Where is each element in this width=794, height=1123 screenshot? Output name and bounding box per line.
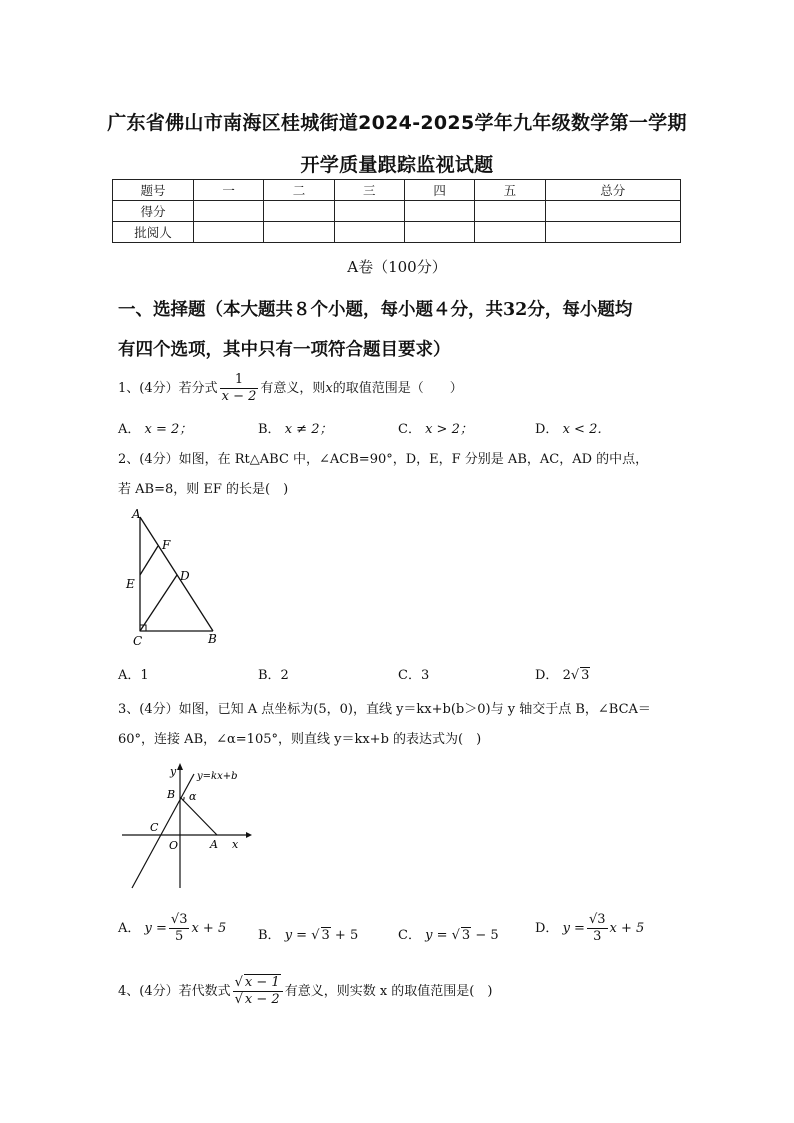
option-letter: B．	[258, 928, 281, 943]
question-2-line1: 2、(4分）如图，在 Rt△ABC 中，∠ACB=90°，D，E，F 分别是 AB，AC，AD 的中点，	[118, 452, 649, 467]
option-fraction	[587, 912, 608, 945]
q3-option-b[interactable]: B． y = √ 3 + 5	[258, 928, 359, 943]
option-radicand: 3	[581, 668, 590, 683]
option-pre: y =	[562, 921, 585, 936]
q2-option-b[interactable]: B．2	[258, 668, 289, 683]
score-cell[interactable]	[264, 222, 334, 243]
q1-option-c[interactable]	[398, 418, 473, 437]
score-row-label: 批阅人	[113, 222, 194, 243]
label-b: B	[208, 632, 217, 646]
question-2-line2: 若 AB=8，则 EF 的长是( )	[118, 482, 289, 497]
score-header-cell: 五	[475, 180, 545, 201]
score-header-cell: 二	[264, 180, 334, 201]
question-1	[118, 372, 463, 405]
q1-suffix2: 的取值范围是（ ）	[332, 381, 463, 396]
q2-option-d[interactable]: D． 2√ 3	[535, 668, 590, 683]
option-post: x + 5	[609, 921, 645, 936]
score-header-cell: 题号	[113, 180, 194, 201]
section-a-title: A卷（100分）	[347, 258, 447, 276]
q1-prefix: 1、(4分）若分式	[118, 381, 218, 396]
option-post: x + 5	[191, 921, 227, 936]
option-letter: D．	[535, 921, 559, 936]
score-header-cell: 三	[334, 180, 404, 201]
option-radicand: 3	[461, 928, 471, 943]
score-cell[interactable]	[194, 222, 264, 243]
option-pre: y =	[144, 921, 167, 936]
label-f: F	[162, 538, 171, 552]
q1-suffix: 有意义，则	[260, 381, 326, 396]
question-3-line1: 3、(4分）如图，已知 A 点坐标为(5，0)，直线 y＝kx+b(b＞0)与 y 轴交于点 B，∠BCA＝	[118, 702, 651, 717]
score-header-cell: 四	[404, 180, 474, 201]
part1-heading-line1: 一、选择题（本大题共８个小题，每小题４分，共32分，每小题均	[118, 300, 633, 320]
q2-triangle-figure	[120, 505, 230, 650]
option-letter: B．	[258, 422, 281, 437]
label-b: B	[167, 788, 176, 801]
option-value: x = 2；	[144, 422, 193, 437]
part1-heading-line2: 有四个选项，其中只有一项符合题目要求）	[118, 340, 451, 360]
q1-frac-num: 1	[220, 372, 259, 389]
score-cell[interactable]	[404, 201, 474, 222]
label-x: x	[232, 838, 239, 851]
q4-den-radicand: x − 2	[244, 992, 280, 1007]
option-letter: A．	[118, 422, 141, 437]
option-coef: 2	[562, 668, 571, 683]
option-letter: C．	[398, 928, 421, 943]
q1-frac-den: x − 2	[221, 389, 257, 404]
score-table-row	[113, 222, 681, 243]
score-table-row	[113, 201, 681, 222]
score-cell[interactable]	[334, 222, 404, 243]
q3-option-a[interactable]	[118, 912, 226, 945]
question-3-line2: 60°，连接 AB，∠α=105°，则直线 y＝kx+b 的表达式为( )	[118, 732, 482, 747]
score-cell[interactable]	[475, 201, 545, 222]
q3-coordinate-figure	[118, 760, 258, 895]
q1-option-a[interactable]	[118, 418, 192, 437]
score-table	[112, 179, 681, 243]
q4-suffix: 有意义，则实数 x 的取值范围是( )	[284, 984, 493, 999]
score-cell[interactable]	[264, 201, 334, 222]
label-line: y=kx+b	[197, 771, 238, 782]
score-cell[interactable]	[334, 201, 404, 222]
label-o: O	[169, 839, 179, 852]
q4-prefix: 4、(4分）若代数式	[118, 984, 231, 999]
option-post: + 5	[334, 928, 359, 943]
option-value: x ≠ 2；	[284, 422, 333, 437]
option-pre: y =	[425, 928, 448, 943]
score-row-label: 得分	[113, 201, 194, 222]
score-cell[interactable]	[475, 222, 545, 243]
q1-var: x	[325, 381, 333, 396]
q2-option-a[interactable]: A．1	[118, 668, 149, 683]
paper-title-line1: 广东省佛山市南海区桂城街道2024-2025学年九年级数学第一学期	[107, 112, 687, 134]
option-value: x > 2；	[425, 422, 473, 437]
q1-fraction	[220, 372, 259, 405]
option-letter: D．	[535, 668, 559, 683]
frac-num: √3	[170, 912, 188, 927]
option-letter: A．	[118, 921, 141, 936]
frac-den: 5	[175, 929, 184, 944]
q3-option-d[interactable]	[535, 912, 644, 945]
option-fraction	[169, 912, 190, 945]
score-table-header-row	[113, 180, 681, 201]
frac-den: 3	[593, 929, 602, 944]
option-letter: D．	[535, 422, 559, 437]
label-c: C	[150, 821, 159, 834]
q4-frac-den: √ x − 2	[234, 992, 280, 1007]
q2-option-c[interactable]: C．3	[398, 668, 430, 683]
option-post: − 5	[475, 928, 499, 943]
score-cell[interactable]	[404, 222, 474, 243]
score-header-cell: 一	[194, 180, 264, 201]
frac-num: √3	[588, 912, 606, 927]
score-header-cell: 总分	[545, 180, 680, 201]
label-d: D	[180, 569, 190, 583]
q1-option-d[interactable]	[535, 418, 610, 437]
option-pre: y =	[284, 928, 308, 943]
option-radicand: 3	[321, 928, 330, 943]
q3-option-c[interactable]: C． y = √ 3 − 5	[398, 928, 499, 943]
label-y: y	[170, 765, 177, 778]
q4-frac-num: √ x − 1	[233, 975, 283, 992]
label-e: E	[126, 577, 135, 591]
label-a: A	[132, 507, 141, 521]
option-letter: C．	[398, 422, 421, 437]
label-c: C	[133, 634, 143, 648]
q4-fraction	[233, 975, 283, 1008]
score-cell[interactable]	[194, 201, 264, 222]
option-value: x < 2．	[562, 422, 611, 437]
score-cell[interactable]	[545, 201, 680, 222]
label-alpha: α	[189, 790, 197, 803]
paper-title-line2: 开学质量跟踪监视试题	[300, 154, 494, 176]
q4-num-radicand: x − 1	[244, 975, 280, 990]
q1-option-b[interactable]	[258, 418, 332, 437]
question-4	[118, 975, 492, 1008]
score-cell[interactable]	[545, 222, 680, 243]
label-a: A	[210, 838, 218, 851]
